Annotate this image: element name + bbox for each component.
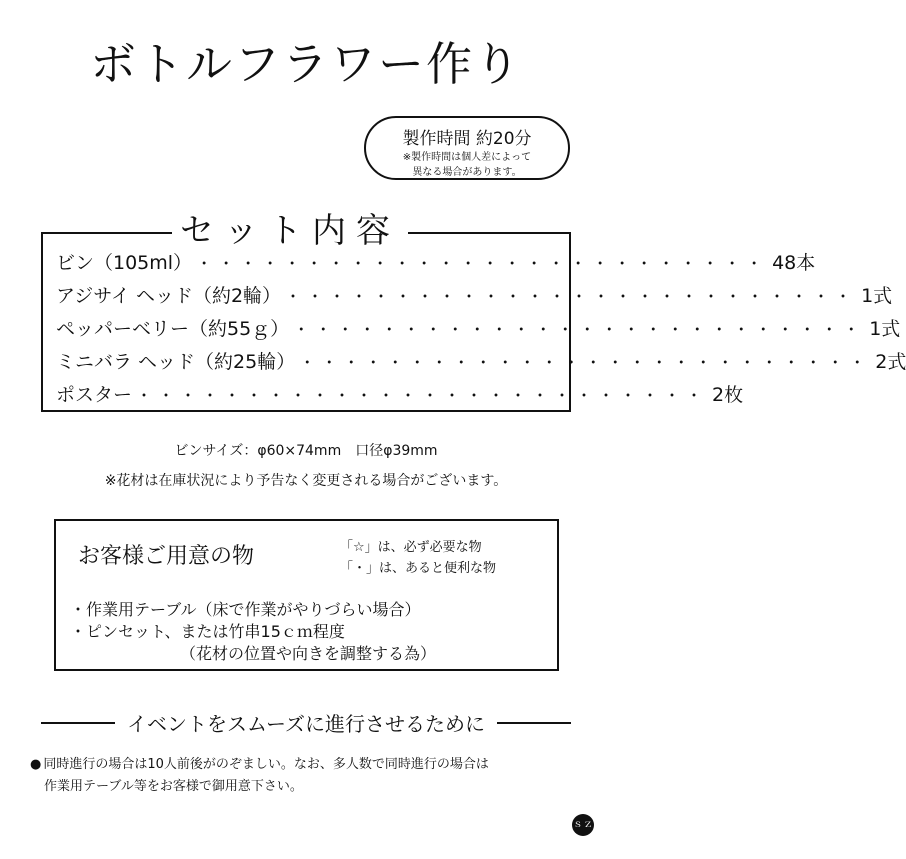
set-item-name: ペッパーベリー（約55ｇ） xyxy=(56,318,290,340)
event-note xyxy=(30,754,590,798)
legend-star: 「☆」は、必ず必要な物 xyxy=(340,540,482,555)
note-line-2: 作業用テーブル等をお客様で御用意下さい。 xyxy=(44,779,303,794)
production-time-note-1: ※製作時間は個人差によって xyxy=(402,152,532,163)
set-item-qty: 2枚 xyxy=(712,384,744,406)
bottle-size: ビンサイズ：φ60×74mm 口径φ39mm xyxy=(174,443,438,459)
leader-dots: ・・・・・・・・・・・・・・・・・・・・・・・・・・ xyxy=(293,320,866,339)
production-time-note-2: 異なる場合があります。 xyxy=(412,167,522,178)
list-item-detail: （花材の位置や向きを調整する為） xyxy=(180,644,437,663)
set-item xyxy=(56,281,893,314)
set-item-qty: 1式 xyxy=(869,318,901,340)
set-item xyxy=(56,248,816,281)
divider xyxy=(497,722,571,724)
customer-prep-heading: お客様ご用意の物 xyxy=(78,544,255,569)
page-title: ボトルフラワー作り xyxy=(90,37,522,91)
customer-prep-box xyxy=(54,519,559,671)
legend-dot: 「・」は、あると便利な物 xyxy=(340,561,497,576)
stock-note: ※花材は在庫状況により予告なく変更される場合がございます。 xyxy=(104,473,508,489)
leader-dots: ・・・・・・・・・・・・・・・・・・・・・・・・・・ xyxy=(299,353,872,372)
list-item: ・ピンセット、または竹串15ｃｍ程度 xyxy=(70,622,345,641)
set-item xyxy=(56,314,901,347)
set-item-name: ミニバラ ヘッド（約25輪） xyxy=(56,351,296,373)
set-item-name: アジサイ ヘッド（約2輪） xyxy=(56,285,282,307)
set-contents-list xyxy=(56,248,906,413)
set-contents-heading: セット内容 xyxy=(172,210,408,252)
set-item-name: ビン（105ml） xyxy=(56,252,193,274)
leader-dots: ・・・・・・・・・・・・・・・・・・・・・・・・・・ xyxy=(196,254,769,273)
set-item xyxy=(56,347,906,380)
event-heading-text: イベントをスムーズに進行させるために xyxy=(127,712,485,736)
bullet-icon: ● xyxy=(30,757,42,772)
list-item: ・作業用テーブル（床で作業がやりづらい場合） xyxy=(70,600,421,619)
set-item-qty: 2式 xyxy=(875,351,906,373)
brand-logo-icon: ｓｚ xyxy=(572,814,594,836)
set-item xyxy=(56,380,744,413)
legend xyxy=(340,537,496,579)
note-line-1: 同時進行の場合は10人前後がのぞましい。なお、多人数で同時進行の場合は xyxy=(43,757,489,772)
customer-prep-list xyxy=(70,599,436,665)
event-heading xyxy=(0,708,612,737)
set-item-qty: 1式 xyxy=(861,285,893,307)
divider xyxy=(41,722,115,724)
production-time: 製作時間 約20分 xyxy=(402,129,532,149)
leader-dots: ・・・・・・・・・・・・・・・・・・・・・・・・・・ xyxy=(285,287,858,306)
set-item-qty: 48本 xyxy=(772,252,816,274)
leader-dots: ・・・・・・・・・・・・・・・・・・・・・・・・・・ xyxy=(136,386,709,405)
set-item-name: ポスター xyxy=(56,384,133,406)
production-time-badge xyxy=(364,116,570,180)
